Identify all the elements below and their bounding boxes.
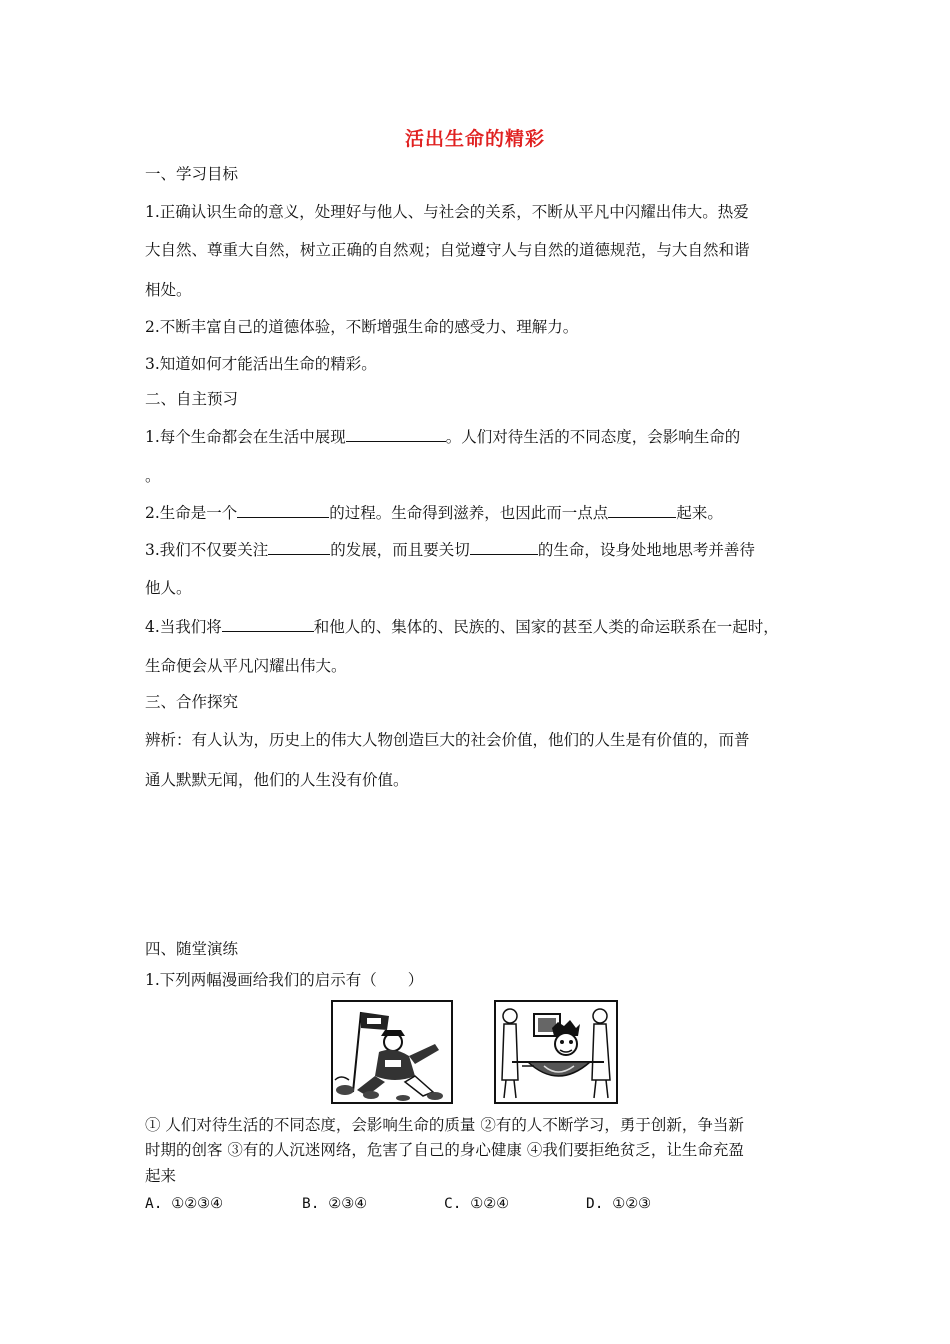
preview-q3-line-2: 他人。 [145, 579, 192, 597]
section-heading-explore: 三、合作探究 [145, 693, 239, 711]
option-d[interactable]: D. ①②③ [586, 1196, 652, 1212]
goal-1-line-3: 相处。 [145, 281, 192, 299]
page-title: 活出生命的精彩 [404, 128, 545, 150]
fill-blank[interactable] [346, 426, 446, 442]
option-c[interactable]: C. ①②④ [444, 1196, 510, 1212]
fill-blank[interactable] [470, 539, 538, 555]
option-a[interactable]: A. ①②③④ [145, 1196, 224, 1212]
fill-blank[interactable] [237, 502, 329, 518]
cartoon-internet-addict [494, 1000, 618, 1104]
text: 4.当我们将 [145, 618, 222, 636]
preview-q4-line-2: 生命便会从平凡闪耀出伟大。 [145, 657, 347, 675]
text: 2.生命是一个 [145, 504, 238, 522]
section-heading-preview: 二、自主预习 [145, 390, 239, 408]
preview-q2 [145, 502, 723, 523]
preview-q4 [145, 616, 779, 637]
goal-1-line-1: 1.正确认识生命的意义，处理好与他人、与社会的关系，不断从平凡中闪耀出伟大。热爱 [145, 203, 749, 221]
text: 和他人的、集体的、民族的、国家的甚至人类的命运联系在一起时， [313, 618, 779, 636]
practice-q1: 1.下列两幅漫画给我们的启示有（ ） [145, 971, 424, 989]
statements-line-2: 时期的创客 ③有的人沉迷网络，危害了自己的身心健康 ④我们要拒绝贫乏，让生命充盈 [145, 1141, 744, 1159]
text: 的生命，设身处地地思考并善待 [537, 541, 755, 559]
statements-line-1: ① 人们对待生活的不同态度，会影响生命的质量 ②有的人不断学习，勇于创新，争当新 [145, 1116, 744, 1134]
section-heading-practice: 四、随堂演练 [145, 940, 239, 958]
text: 的过程。生命得到滋养，也因此而一点点 [329, 504, 609, 522]
option-b[interactable]: B. ②③④ [302, 1196, 368, 1212]
goal-1-line-2: 大自然、尊重大自然，树立正确的自然观；自觉遵守人与自然的道德规范，与大自然和谐 [145, 241, 750, 259]
explore-line-1: 辨析：有人认为，历史上的伟大人物创造巨大的社会价值，他们的人生是有价值的，而普 [145, 731, 750, 749]
goal-2: 2.不断丰富自己的道德体验，不断增强生命的感受力、理解力。 [145, 318, 579, 336]
fill-blank[interactable] [268, 539, 330, 555]
statements-line-3: 起来 [145, 1167, 177, 1185]
fill-blank[interactable] [222, 616, 314, 632]
explore-line-2: 通人默默无闻，他们的人生没有价值。 [145, 771, 409, 789]
preview-q1-line-2: 。 [145, 467, 161, 485]
text: 。人们对待生活的不同态度，会影响生命的 [445, 428, 741, 446]
fill-blank[interactable] [608, 502, 676, 518]
section-heading-goals: 一、学习目标 [145, 165, 239, 183]
text: 的发展，而且要关切 [330, 541, 470, 559]
text: 1.每个生命都会在生活中展现 [145, 428, 346, 446]
goal-3: 3.知道如何才能活出生命的精彩。 [145, 355, 377, 373]
preview-q3 [145, 539, 755, 560]
preview-q1 [145, 426, 740, 447]
cartoon-innovator [331, 1000, 453, 1104]
text: 起来。 [676, 504, 723, 522]
text: 3.我们不仅要关注 [145, 541, 269, 559]
